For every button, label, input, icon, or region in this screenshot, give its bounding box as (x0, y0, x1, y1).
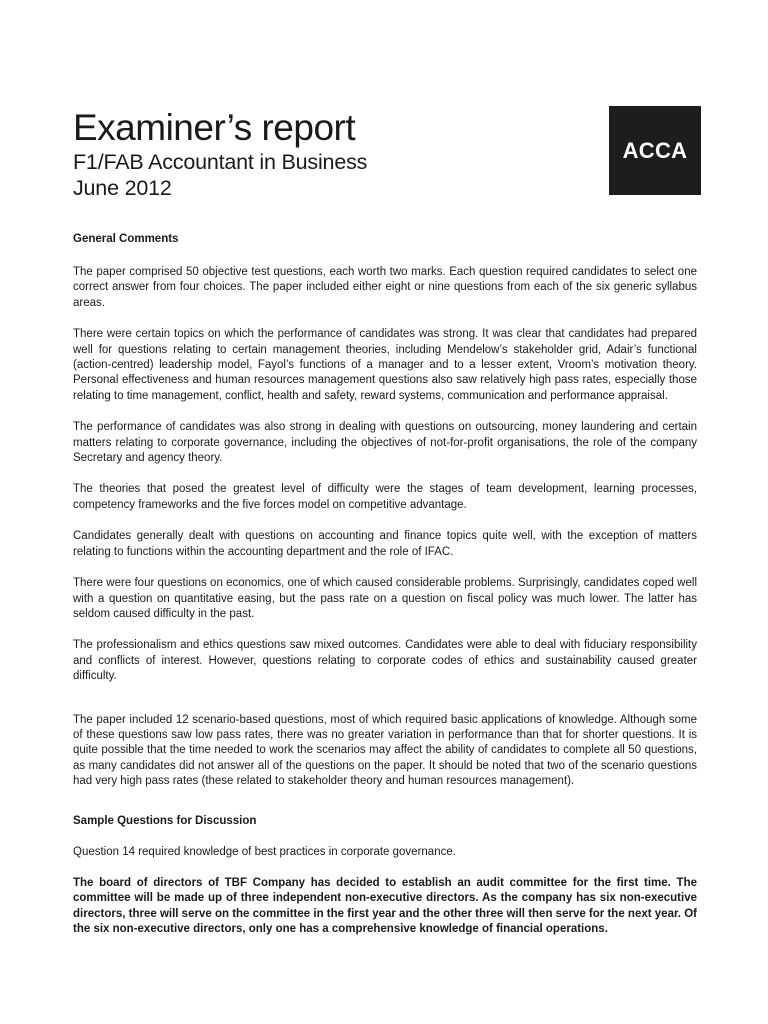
general-comments-heading: General Comments (73, 233, 179, 245)
acca-logo (609, 106, 701, 195)
report-subtitle-date: June 2012 (73, 176, 172, 200)
general-paragraph: The theories that posed the greatest level of difficulty were the stages of team development, learning processes, competency frameworks and the five forces model on competitive advantage. (73, 483, 697, 511)
general-paragraph: The paper comprised 50 objective test questions, each worth two marks. Each question required candidates to select one correct answer from four choices. The paper included either eight or nine questions from each of the six generic syllabus areas. (73, 266, 697, 309)
sample-question-intro: Question 14 required knowledge of best practices in corporate governance. (73, 845, 456, 858)
general-paragraph: There were four questions on economics, one of which caused considerable problems. Surprisingly, candidates coped well with a question on quantitative easing, but the pass rate on a question on fiscal policy was much lower. The latter has seldom caused difficulty in the past. (73, 577, 697, 620)
general-paragraph: The paper included 12 scenario-based questions, most of which required basic applications of knowledge. Although some of these questions saw low pass rates, there was no greater variation in performance than that for shorter questions. It is quite possible that the time needed to work the scenarios may affect the ability of candidates to complete all 50 questions, as many candidates did not answer all of the questions on the paper. It should be noted that two of the scenario questions had very high pass rates (these related to stakeholder theory and human resources management). (73, 713, 697, 788)
report-subtitle-paper: F1/FAB Accountant in Business (73, 150, 368, 174)
general-paragraph: The professionalism and ethics questions saw mixed outcomes. Candidates were able to deal with fiduciary responsibility and conflicts of interest. However, questions relating to corporate codes of ethics and sustainability caused greater difficulty. (73, 639, 697, 683)
report-body (73, 232, 697, 938)
general-paragraph: The performance of candidates was also strong in dealing with questions on outsourcing, money laundering and certain matters relating to corporate governance, including the objectives of not-for-profit organisations, the role of the company Secretary and agency theory. (73, 421, 697, 465)
sample-question-scenario: The board of directors of TBF Company has decided to establish an audit committee for the first time. The committee will be made up of three independent non-executive directors. As the company has six non-executive directors, three will serve on the committee in the first year and the other three will then serve for the next year. Of the six non-executive directors, only one has a comprehensive knowledge of financial operations. (73, 876, 697, 936)
report-title: Examiner’s report (73, 107, 356, 148)
acca-logo-text: ACCA (622, 137, 688, 163)
sample-questions-heading: Sample Questions for Discussion (73, 814, 257, 827)
general-paragraph: There were certain topics on which the performance of candidates was strong. It was clear that candidates had prepared well for questions relating to certain management theories, including Mendelow’s stakeholder grid, Adair’s functional (action-centred) leadership model, Fayol’s functions of a manager and to a lesser extent, Vroom’s motivation theory. Personal effectiveness and human resources management questions also saw relatively high pass rates, especially those relating to time management, conflict, health and safety, reward systems, communication and performance appraisal. (73, 328, 697, 402)
general-paragraph: Candidates generally dealt with questions on accounting and finance topics quite well, with the exception of matters relating to functions within the accounting department and the role of IFAC. (73, 530, 697, 558)
